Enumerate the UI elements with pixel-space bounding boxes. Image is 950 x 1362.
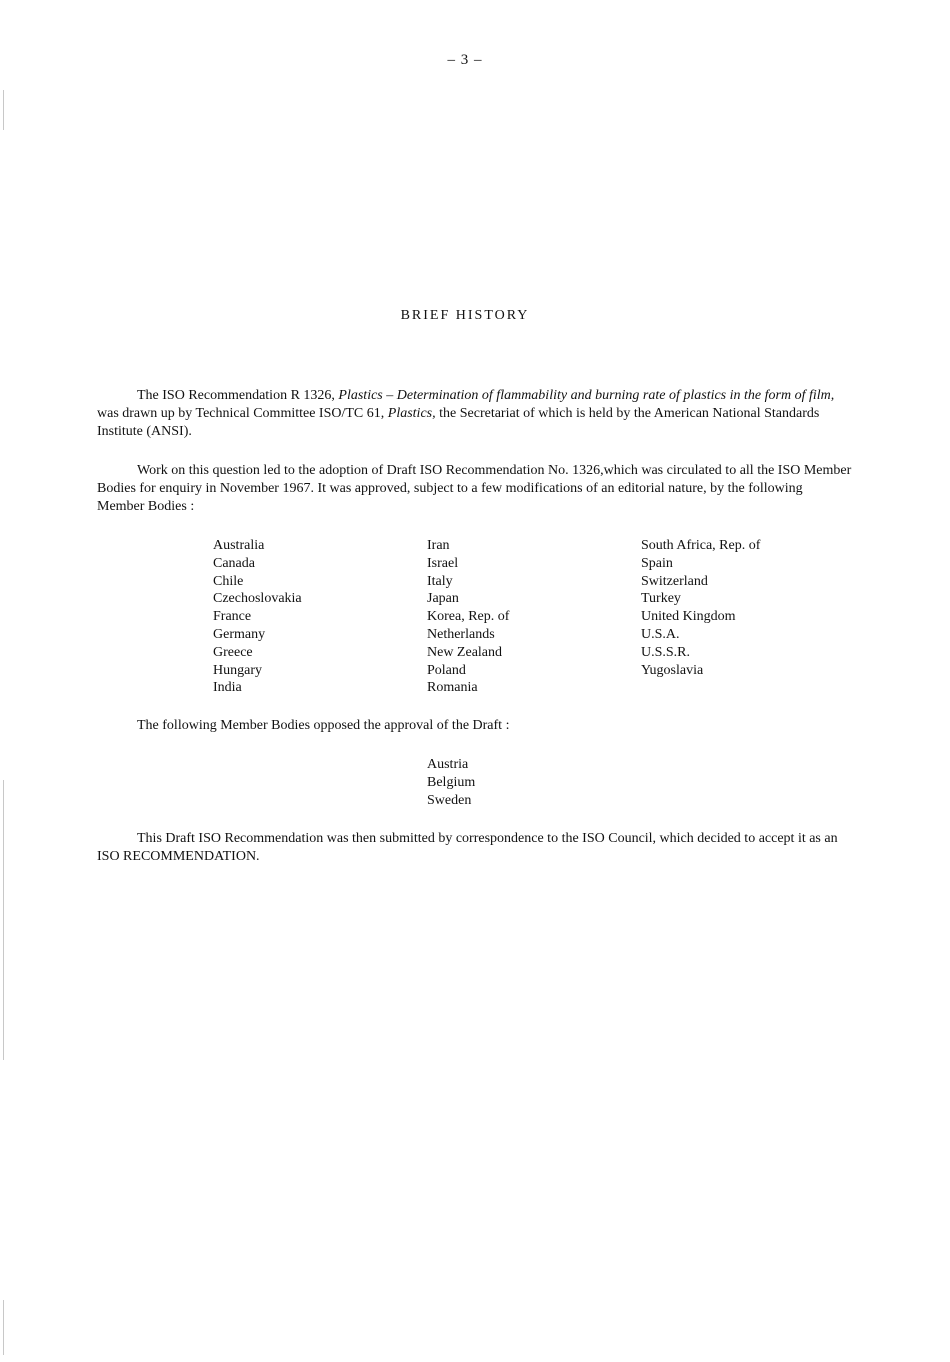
member-body: Yugoslavia <box>641 662 704 678</box>
member-body: South Africa, Rep. of <box>641 538 761 553</box>
member-body: Hungary <box>213 662 262 678</box>
member-body: Romania <box>427 680 478 696</box>
scan-edge-mark <box>3 780 4 1060</box>
approving-bodies-column-1 <box>213 537 302 697</box>
intro-text: was drawn up by Technical Committee ISO/TC 61, <box>97 406 388 421</box>
member-body: Australia <box>213 538 265 553</box>
member-body: Germany <box>213 626 266 642</box>
member-body: Austria <box>427 757 469 772</box>
member-body: Poland <box>427 662 466 678</box>
adoption-text: Work on this question led to the adoption of Draft ISO Recommendation No. 1326,which was circulated to all the ISO Member Bodies for enquiry in November 1967. It was approved, subject to a few modifications of an editorial nature, by the following Member Bodies : <box>97 463 852 514</box>
conclusion-text: This Draft ISO Recommendation was then submitted by correspondence to the ISO Council, which decided to accept it as an ISO RECOMMENDATION. <box>97 831 838 864</box>
member-body: Sweden <box>427 792 472 808</box>
member-body: Czechoslovakia <box>213 591 302 607</box>
paragraph-conclusion <box>97 830 852 866</box>
member-body: U.S.A. <box>641 626 680 642</box>
paragraph-opposed: The following Member Bodies opposed the approval of the Draft : <box>137 718 510 733</box>
member-body: Japan <box>427 591 459 607</box>
member-body: Greece <box>213 644 253 660</box>
paragraph-adoption <box>97 462 852 516</box>
approving-bodies-column-2 <box>427 537 509 697</box>
member-body: Israel <box>427 555 459 571</box>
member-body: Iran <box>427 538 450 553</box>
approving-bodies-column-3 <box>641 537 760 679</box>
member-body: Italy <box>427 573 453 589</box>
member-body: U.S.S.R. <box>641 644 691 660</box>
member-body: United Kingdom <box>641 609 736 625</box>
scan-edge-mark <box>3 90 4 130</box>
scan-edge-mark <box>3 1300 4 1355</box>
intro-text: the Secretariat of which is held by the American National Standards Institute (ANSI). <box>97 406 820 439</box>
page-number: – 3 – <box>447 52 483 68</box>
member-body: France <box>213 609 252 625</box>
paragraph-intro <box>97 387 852 441</box>
member-body: Canada <box>213 555 255 571</box>
member-body: Switzerland <box>641 573 708 589</box>
opposing-bodies-list <box>427 756 475 809</box>
member-body: Belgium <box>427 774 476 790</box>
member-body: Spain <box>641 555 673 571</box>
member-body: India <box>213 680 242 696</box>
section-heading: BRIEF HISTORY <box>400 308 530 323</box>
recommendation-title: Plastics – Determination of flammability and burning rate of plastics in the form of film, <box>338 388 835 403</box>
member-body: Chile <box>213 573 244 589</box>
member-body: New Zealand <box>427 644 503 660</box>
intro-text: The ISO Recommendation R 1326, <box>137 388 339 403</box>
member-body: Korea, Rep. of <box>427 609 510 625</box>
member-body: Turkey <box>641 591 681 607</box>
member-body: Netherlands <box>427 626 495 642</box>
committee-name: Plastics, <box>387 406 436 421</box>
